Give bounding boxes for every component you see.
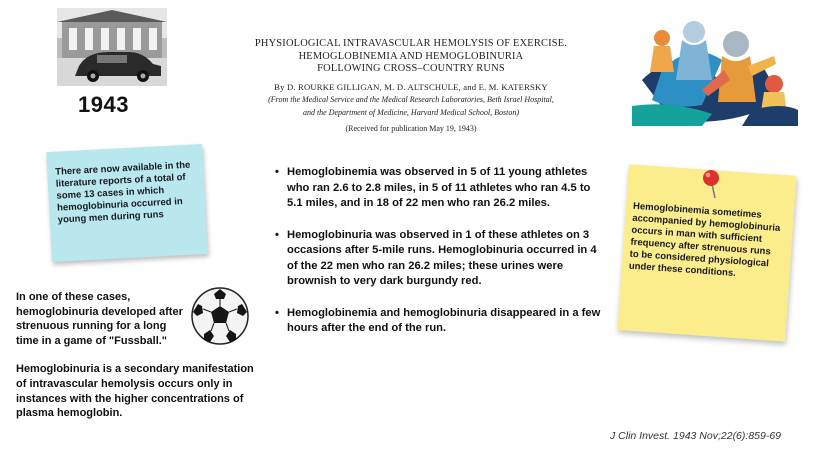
runners-illustration [632,10,798,128]
paper-affiliation-line-2: and the Department of Medicine, Harvard Medical School, Boston) [302,107,520,117]
yellow-note-text: Hemoglobinemia sometimes accompanied by hemoglobinuria occurs in man with sufficient frequency after strenuous runs to be considered physiological under these conditions. [628,200,781,280]
paper-title-line-1: PHYSIOLOGICAL INTRAVASCULAR HEMOLYSIS OF EXERCISE. [254,38,568,49]
paper-title-line-2: HEMOGLOBINEMIA AND HEMOGLOBINURIA [298,50,524,62]
finding-bullet: • Hemoglobinuria was observed in 1 of these athletes on 3 occasions after 5-mile runs. Hemoglobinuria occurred in 4 of the 22 men who ran 26.2 miles; these urines were brownish to very dark burgundy red. [275,228,605,290]
finding-bullet: • Hemoglobinemia and hemoglobinuria disappeared in a few hours after the end of the run. [275,306,605,337]
blue-sticky-note [46,144,208,262]
paper-received-date: (Received for publication May 19, 1943) [345,123,477,133]
fussball-case-paragraph: In one of these cases, hemoglobinuria developed after strenuous running for a long time in a game of "Fussball." [16,291,183,347]
finding-bullet: • Hemoglobinemia was observed in 5 of 11 young athletes who ran 2.6 to 2.8 miles, in 5 of 11 athletes who ran 4.5 to 5.1 miles, and in 18 of 22 men who ran 26.2 miles. [275,165,605,212]
hemoglobinuria-paragraph: Hemoglobinuria is a secondary manifestation of intravascular hemolysis occurs only in instances with the higher concentrations of plasma hemoglobin. [16,363,254,420]
pushpin-icon [700,168,724,200]
year-heading: 1943 [78,92,129,117]
findings-list [275,165,605,353]
journal-citation: J Clin Invest. 1943 Nov;22(6):859-69 [610,430,782,442]
soccer-ball-icon [190,286,250,346]
paper-header [225,38,597,133]
paper-title-line-3: FOLLOWING CROSS–COUNTRY RUNS [317,63,505,74]
blue-note-text: There are now available in the literature reports of a total of some 13 cases in which hemoglobinuria occurred in young men during runs [55,159,191,226]
vintage-house-car-photo [57,8,167,86]
paper-authors: By D. ROURKE GILLIGAN, M. D. ALTSCHULE, and E. M. KATERSKY [274,81,548,92]
paper-affiliation-line-1: (From the Medical Service and the Medical Research Laboratories, Beth Israel Hospital, [268,94,554,104]
